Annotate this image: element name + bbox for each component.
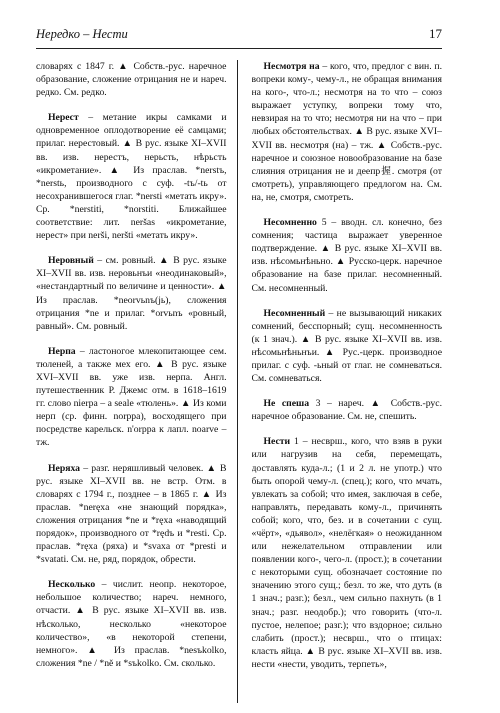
- entry-text: – кого, что, предлог с вин. п. вопреки кому-, чему-л., не обращая внимания на кого-, что-л.; несмотря на то что – союз выражает уступку, вопреки тому что, невзирая на то что; несмотря ни на что – при любых обстоятельствах. ▲ В рус. языке XVI–XVII вв. несмотря (на) – тж. ▲ Собств.-рус. наречное и союзное новообразование на базе слияния отрицания не и деепр握. смотря (от смотреть), управляющего предлогом на. См. на, не, смотря, смотреть.: [251, 61, 442, 203]
- entry-headword: Нести: [263, 436, 291, 448]
- page-header: [36, 20, 442, 49]
- dictionary-entry: [252, 307, 443, 386]
- entry-headword: Несомненный: [263, 307, 326, 319]
- entry-headword: Неряха: [48, 462, 81, 474]
- entry-text: – см. ровный. ▲ В рус. языке XI–XVII вв. изв. неровьнъи «неодинаковый», «нестандартный по величине и ценности». ▲ Из праслав. *neorvьnъ(jь), сложения отрицания *ne и прилаг. *orvьnъ «ровный, равный». См. ровный.: [36, 255, 227, 332]
- dictionary-entry: [36, 462, 227, 567]
- dictionary-entry: [252, 216, 443, 295]
- entry-text: словарях с 1847 г. ▲ Собств.-рус. наречное образование, сложение отрицания не и нареч. редко. См. редко.: [36, 61, 227, 99]
- page-number: 17: [429, 26, 442, 41]
- entry-text: – не вызывающий никаких сомнений, бесспорный; сущ. несомненность (к 1 знач.). ▲ В рус. языке XI–XVII вв. изв. нѣсомьнѣньнъи. ▲ Рус.-церк. производное прилаг. с суф. -ьный от глаг. не сомневаться. См. сомневаться.: [251, 307, 442, 385]
- entry-headword: Несомненно: [263, 217, 317, 229]
- entry-headword: Не спеша: [263, 398, 310, 410]
- running-head: Нередко – Нести: [36, 26, 128, 41]
- entry-headword: Несмотря на: [263, 61, 320, 72]
- entry-text: – разг. неряшливый человек. ▲ В рус. языке XI–XVII вв. не встр. Отм. в словарях с 1794 г., позднее – в 1865 г. ▲ Из праслав. *neręxa «не знающий порядка», сложения отрицания *ne и *ręxa «наводящий порядок», производного от *rędъ и *resti. Ср. праслав. *ręxa (ряха) и *svaxa от *presti и *svatati. См. не, ряд, порядок, обрести.: [36, 462, 227, 566]
- dictionary-entry: [36, 345, 227, 450]
- dictionary-entry: [252, 397, 443, 423]
- entry-headword: Нерпа: [48, 345, 76, 357]
- left-column: [36, 60, 238, 703]
- dictionary-entry: [36, 60, 227, 99]
- entry-headword: Несколько: [48, 579, 96, 591]
- dictionary-entry: [252, 435, 443, 671]
- entry-text: 5 – вводн. сл. конечно, без сомнения; частица выражает уверенное подтверждение. ▲ В рус. языке XI–XVII вв. изв. нѣсомьнѣньно. ▲ Русско-церк. наречное образование на базе прилаг. несомненный. См. несомненный.: [251, 217, 442, 294]
- entry-text: – числит. неопр. некоторое, небольшое количество; нареч. немного, отчасти. ▲ В рус. языке XI–XVII вв. изв. нѣсколько, несколько «некоторое количество», «в некоторой степени, немного». ▲ Из праслав. *nesъkolko, сложения *ne / *nĕ и *sъkolko. См. сколько.: [36, 579, 227, 669]
- entry-text: – ластоногое млекопитающее сем. тюленей, а также мех его. ▲ В рус. языке XVI–XVII вв. уже изв. нерпа. Англ. путешественник Р. Джемс отм. в 1618–1619 гг. слово nierpa – a seale «тюлень». ▲ Из коми нерп (ср. финн. norppa), восходящего при посредстве карельск. n'orppa к лапл. noarve – тж.: [36, 345, 227, 449]
- entry-headword: Нерест: [48, 112, 79, 124]
- right-column: [252, 60, 443, 703]
- two-column-body: [36, 60, 442, 703]
- dictionary-entry: [36, 254, 227, 333]
- dictionary-entry: [252, 60, 443, 204]
- dictionary-entry: [36, 578, 227, 670]
- entry-text: – метание икры самками и одновременное оплодотворение её самцами; прилаг. нерестовый. ▲ В рус. языке XI–XVII вв. изв. нерестъ, нерьсть, нѣрьсть «икрометание». ▲ Из праслав. *nerstъ, *nerstь, производного с суф. -tъ/-tь от несохранившегося глаг. *nersti «метать икру». Ср. *nerstiti, *norstiti. Ближайшее соответствие: лит. neršas «икрометание, нерест» при nerši, neršti «метать икру».: [36, 112, 227, 242]
- entry-text: 3 – нареч. ▲ Собств.-рус. наречное образование. См. не, спешить.: [251, 398, 442, 423]
- entry-headword: Неровный: [48, 255, 94, 267]
- entry-text: 1 – несврш., кого, что взяв в руки или нагрузив на себя, перемещать, доставлять куда-л.; (1 и 2 л. не употр.) что быть опорой чему-л. (спец.); кого, что мчать, увлекать за собой; что имея, заключая в себе, направлять, передавать кому-л., причинять собой; кого, что, без. и в сочетании с сущ. «чёрт», «дьявол», «нелёгкая» о неожиданном или нежелательном отправлении или появлении кого-, чего-л. (прост.); в сочетании с некоторыми сущ. обозначает состояние по значению этого сущ.; безл. то же, что дуть (в 1 знач.; разг.); безл., чем сильно пахнуть (в 1 знач.; разг. неодобр.); что говорить (что-л. пустое, нелепое; разг.); что вздорное; сильно слабить (прост.); несврш., что о птицах: класть яйца. ▲ В рус. языке XI–XVII вв. изв. нести «нести, уводить, терпеть»,: [251, 436, 442, 670]
- dictionary-entry: [36, 111, 227, 242]
